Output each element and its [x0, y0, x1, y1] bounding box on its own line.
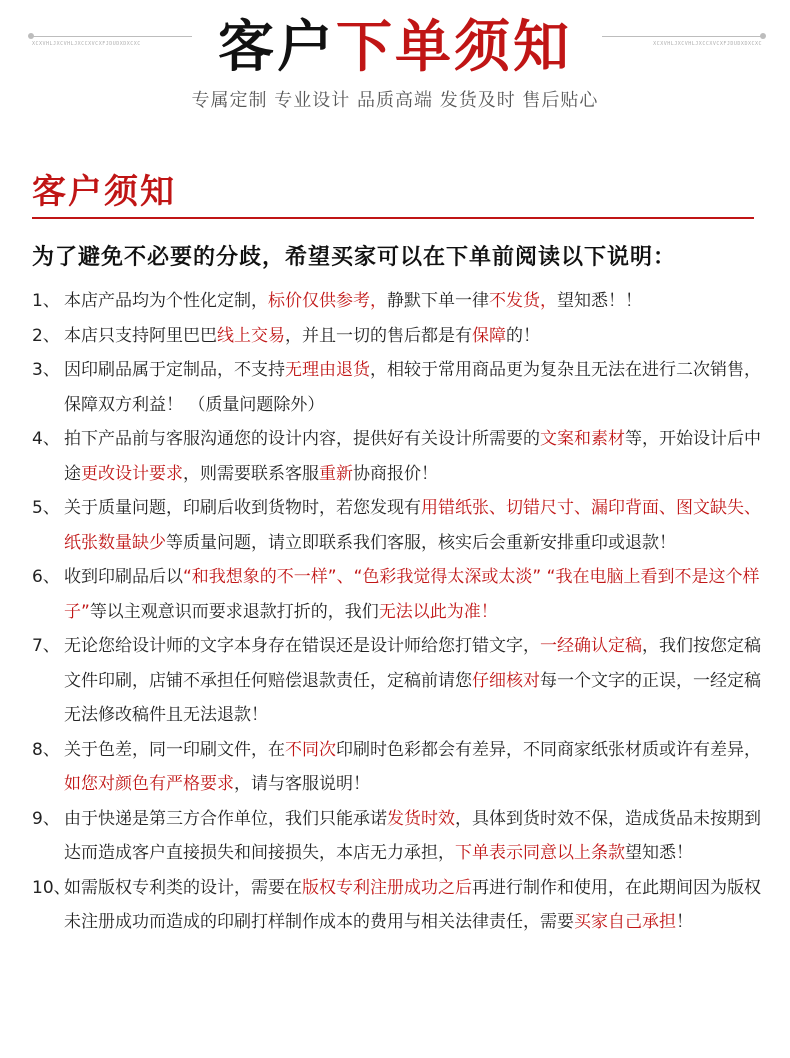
item-text: ，相较于常用商品更为复杂且无法在进行二次销售，保障双方利益！ （质量问题除外）: [64, 360, 761, 415]
title-black: 客户: [218, 15, 336, 80]
list-item: [32, 733, 762, 802]
dot-icon: [760, 33, 766, 39]
item-text: 望知悉！: [625, 843, 693, 863]
item-text: 关于质量问题，印刷后收到货物时，若您发现有: [64, 498, 421, 518]
highlight-text: 无法以此为准！: [378, 601, 498, 622]
item-text: ，并且一切的售后都是有: [285, 325, 472, 346]
item-text: ，请与客服说明！: [234, 774, 370, 794]
item-number: 8、: [32, 739, 60, 760]
item-text: ，具体到货时效不保，造成货品未按期到达而造成客户直接损失和间接损失，本店无力承担，: [64, 808, 761, 863]
list-item: [32, 802, 762, 871]
highlight-text: 如您对颜色有严格要求: [64, 774, 234, 794]
highlight-text: 无理由退货: [285, 360, 370, 380]
highlight-text: 一经确认定稿: [540, 636, 642, 656]
list-item: [32, 629, 762, 733]
highlight-text: 线上交易: [217, 325, 285, 346]
section-title: 客户须知: [32, 172, 176, 212]
list-item: [32, 284, 762, 319]
highlight-text: 更改设计要求: [81, 463, 183, 484]
item-text: 印刷时色彩都会有差异，不同商家纸张材质或许有差异，: [336, 739, 761, 760]
item-text: 望知悉！！: [557, 291, 642, 311]
decorative-text: XCXVHLJXCVHLJXCCXVCXFJDUDXDXCXC: [653, 41, 762, 47]
highlight-text: 不发货，: [489, 291, 557, 311]
item-text: 因印刷品属于定制品，不支持: [64, 360, 285, 380]
list-item: [32, 871, 762, 940]
list-item: [32, 353, 762, 422]
highlight-text: 保障: [472, 325, 506, 346]
highlight-text: 发货时效: [387, 808, 455, 829]
item-text: 等质量问题，请立即联系我们客服，核实后会重新安排重印或退款！: [166, 532, 676, 553]
item-text: 收到印刷品后以: [64, 567, 183, 587]
item-number: 2、: [32, 325, 60, 346]
item-text: 拍下产品前与客服沟通您的设计内容，提供好有关设计所需要的: [64, 429, 540, 449]
item-number: 3、: [32, 360, 60, 380]
item-number: 1、: [32, 291, 60, 311]
highlight-text: 下单表示同意以上条款: [455, 843, 625, 863]
list-item: [32, 319, 762, 354]
item-text: 如需版权专利类的设计，需要在: [64, 877, 302, 898]
item-number: 7、: [32, 636, 60, 656]
item-text: ！: [676, 912, 693, 932]
list-item: [32, 560, 762, 629]
intro-text: 为了避免不必要的分歧，希望买家可以在下单前阅读以下说明：: [32, 245, 677, 270]
title-red: 下单须知: [336, 15, 572, 80]
item-text: ，我们按您定稿文件印刷，店铺不承担任何赔偿退款责任，定稿前请您: [64, 636, 761, 691]
item-text: 协商报价！: [353, 463, 438, 484]
item-text: ，则需要联系客服: [183, 463, 319, 484]
divider-line: [602, 36, 762, 37]
item-text: 由于快递是第三方合作单位，我们只能承诺: [64, 808, 387, 829]
item-text: 的！: [506, 325, 540, 346]
item-text: 关于色差，同一印刷文件，在: [64, 739, 285, 760]
item-text: 静默下单一律: [387, 291, 489, 311]
highlight-text: “和我想象的不一样”、“色彩我觉得太深或太淡” “我在电脑上看到不是这个样子”: [64, 567, 760, 622]
highlight-text: 重新: [319, 463, 353, 484]
item-number: 5、: [32, 498, 60, 518]
page-title: [0, 14, 790, 82]
item-text: 本店只支持阿里巴巴: [64, 325, 217, 346]
list-item: [32, 491, 762, 560]
header: [0, 0, 790, 120]
item-number: 4、: [32, 429, 60, 449]
section-divider: [32, 217, 754, 219]
decorative-text: XCXVHLJXCVHLJXCCXVCXFJDUDXDXCXC: [32, 41, 141, 47]
subtitle: 专属定制 专业设计 品质高端 发货及时 售后贴心: [191, 90, 599, 111]
item-text: 等以主观意识而要求退款打折的，我们: [89, 601, 379, 622]
highlight-text: 不同次: [285, 739, 336, 760]
highlight-text: 仔细核对: [472, 670, 540, 691]
highlight-text: 标价仅供参考，: [268, 291, 387, 311]
highlight-text: 文案和素材: [540, 429, 625, 449]
item-text: 每一个文字的正误，一经定稿无法修改稿件且无法退款！: [64, 670, 761, 725]
item-text: 等，开始设计后中途: [64, 429, 761, 484]
item-text: 再进行制作和使用，在此期间因为版权未注册成功而造成的印刷打样制作成本的费用与相关法律责任，需要: [64, 877, 761, 932]
item-text: 本店产品均为个性化定制，: [64, 291, 268, 311]
right-decoration: [602, 36, 762, 47]
highlight-text: 版权专利注册成功之后: [302, 877, 472, 898]
item-text: 无论您给设计师的文字本身存在错误还是设计师给您打错文字，: [64, 636, 540, 656]
list-item: [32, 422, 762, 491]
highlight-text: 买家自己承担: [574, 912, 676, 932]
highlight-text: 用错纸张、切错尺寸、漏印背面、图文缺失、纸张数量缺少: [64, 498, 761, 553]
item-number: 6、: [32, 567, 60, 587]
item-number: 9、: [32, 808, 60, 829]
item-number: 10、: [32, 877, 71, 898]
notice-list: [32, 284, 762, 940]
